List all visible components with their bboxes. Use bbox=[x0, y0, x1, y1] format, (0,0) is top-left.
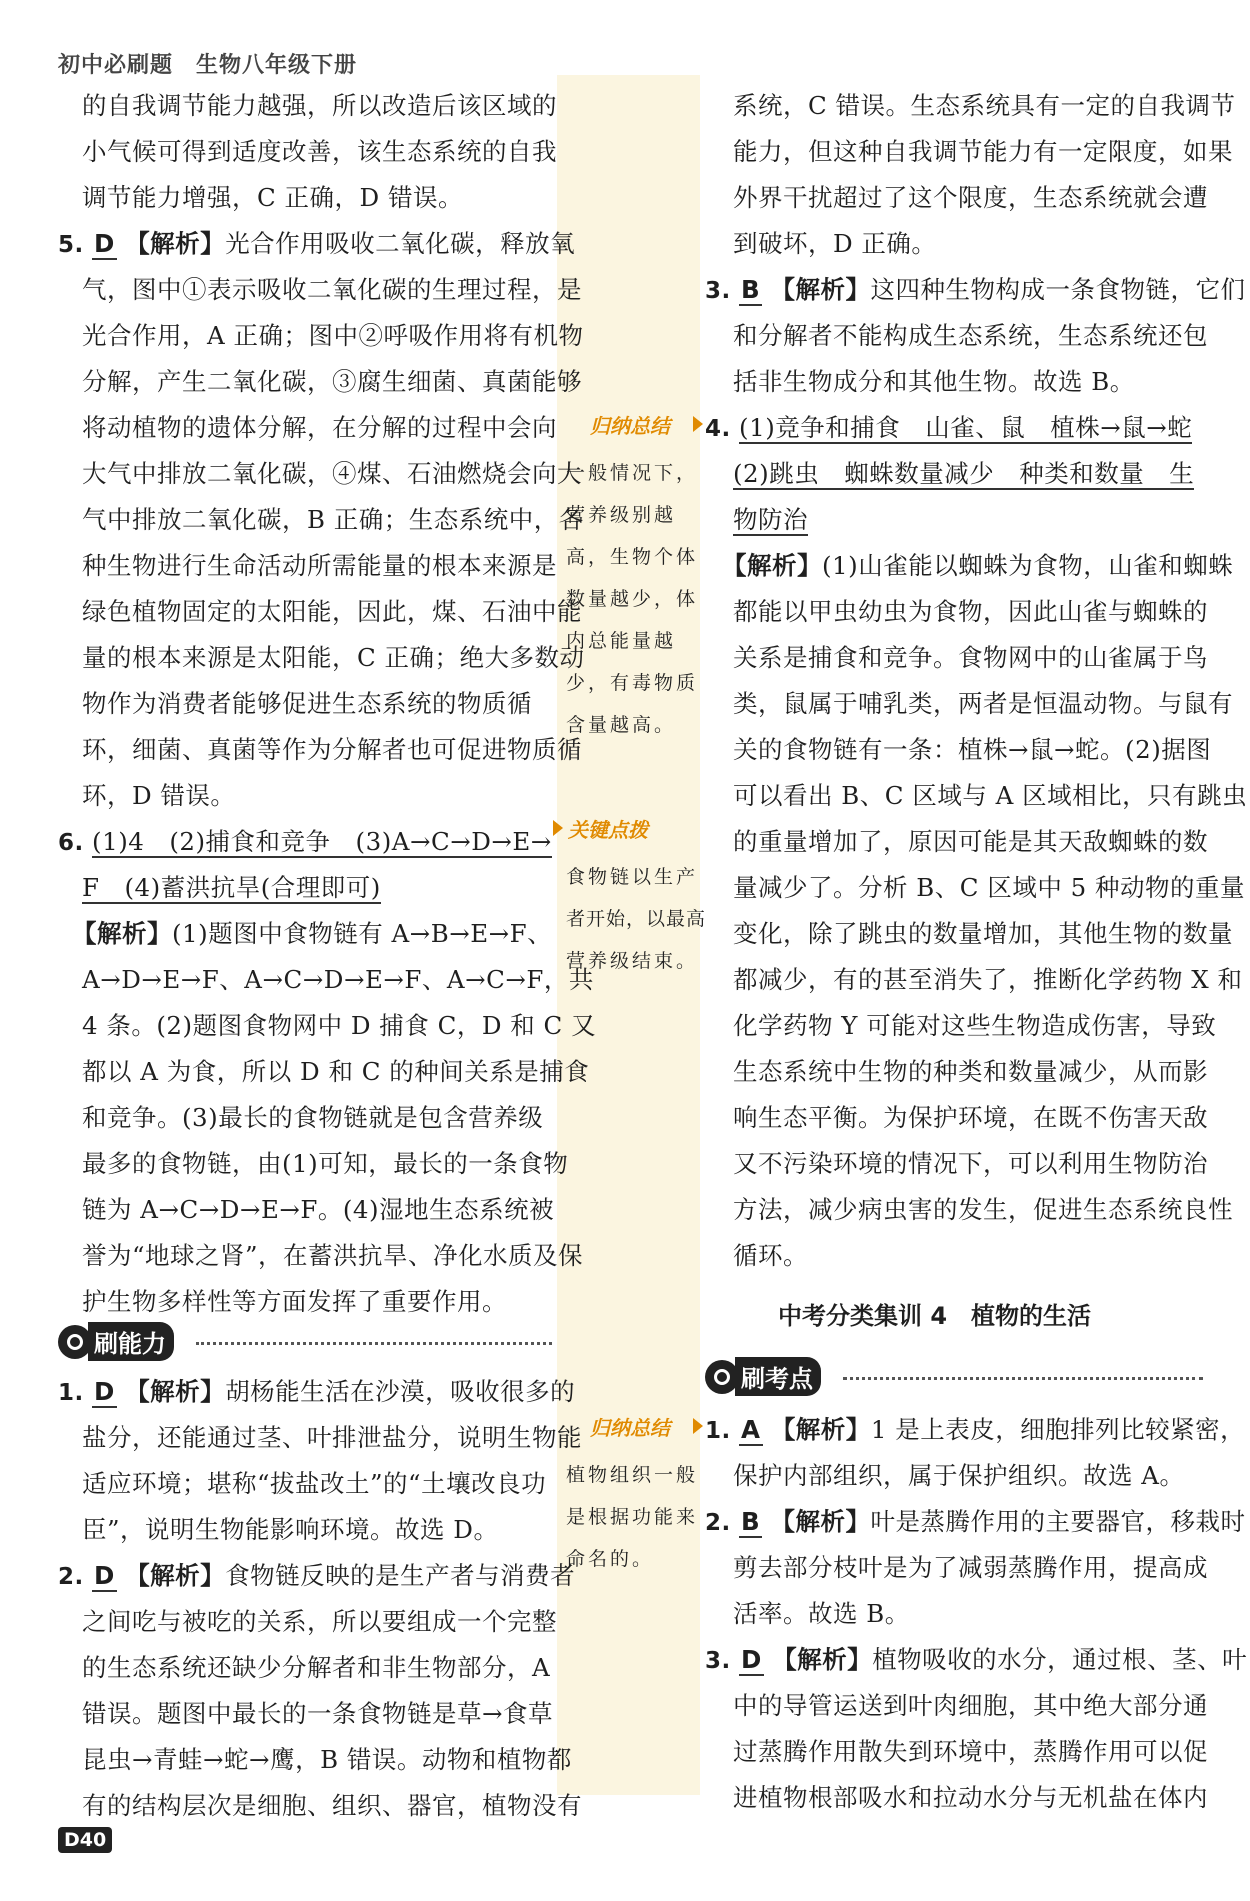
text-line: 食物链反映的是生产者与消费者 bbox=[225, 1561, 576, 1590]
text-line: 小气候可得到适度改善，该生态系统的自我 bbox=[82, 137, 557, 166]
text-line: 种生物进行生命活动所需能量的根本来源是 bbox=[82, 551, 557, 580]
answer-text: F (4)蓄洪抗旱(合理即可) bbox=[82, 873, 381, 902]
text-line: 都以 A 为食，所以 D 和 C 的种间关系是捕食 bbox=[82, 1057, 590, 1086]
text-line: 有的结构层次是细胞、组织、器官，植物没有 bbox=[82, 1791, 582, 1820]
margin-note-line: 高，生物个体 bbox=[566, 546, 699, 568]
text-line: 环，细菌、真菌等作为分解者也可促进物质循 bbox=[82, 735, 582, 764]
text-line: 方法，减少病虫害的发生，促进生态系统良性 bbox=[733, 1195, 1233, 1224]
text-line: 和竞争。(3)最长的食物链就是包含营养级 bbox=[82, 1103, 544, 1132]
text-line: 化学药物 Y 可能对这些生物造成伤害，导致 bbox=[733, 1011, 1217, 1040]
text-line: 的自我调节能力越强，所以改造后该区域的 bbox=[82, 91, 557, 120]
question-6 bbox=[58, 823, 552, 858]
text-line: 外界干扰超过了这个限度，生态系统就会遭 bbox=[733, 183, 1208, 212]
text-line: 调节能力增强，C 正确，D 错误。 bbox=[82, 183, 463, 212]
arrow-icon bbox=[693, 1418, 703, 1434]
text-line: 关系是捕食和竞争。食物网中的山雀属于鸟 bbox=[733, 643, 1208, 672]
question-l1 bbox=[58, 1373, 575, 1408]
text-line: 物作为消费者能够促进生态系统的物质循 bbox=[82, 689, 532, 718]
text-line: 光合作用吸收二氧化碳，释放氧 bbox=[225, 229, 576, 258]
text-line: 进植物根部吸水和拉动水分与无机盐在体内 bbox=[733, 1783, 1208, 1812]
answer-letter: B bbox=[741, 275, 761, 304]
text-line: 可以看出 B、C 区域与 A 区域相比，只有跳虫 bbox=[733, 781, 1248, 810]
text-line: 量减少了。分析 B、C 区域中 5 种动物的重量 bbox=[733, 873, 1245, 902]
text-line: 这四种生物构成一条食物链，它们 bbox=[870, 275, 1246, 304]
margin-note-line: 植物组织一般 bbox=[566, 1464, 699, 1486]
answer-text bbox=[82, 869, 381, 904]
arrow-icon bbox=[553, 820, 563, 836]
analysis-tag: 【解析】 bbox=[125, 1561, 226, 1590]
answer-text: 物防治 bbox=[733, 505, 808, 534]
margin-note-line: 是根据功能来 bbox=[566, 1506, 699, 1528]
text-line: 将动植物的遗体分解，在分解的过程中会向 bbox=[82, 413, 557, 442]
margin-note-line: 内总能量越 bbox=[566, 630, 677, 652]
answer-text: (2)跳虫 蜘蛛数量减少 种类和数量 生 bbox=[733, 459, 1195, 488]
section-label: 刷考点 bbox=[735, 1357, 821, 1396]
text-line: 能力，但这种自我调节能力有一定限度，如果 bbox=[733, 137, 1233, 166]
text-line: 和分解者不能构成生态系统，生态系统还包 bbox=[733, 321, 1208, 350]
margin-note-line: 命名的。 bbox=[566, 1548, 655, 1570]
answer-letter: D bbox=[94, 1561, 115, 1590]
margin-note-line: 少，有毒物质 bbox=[566, 672, 699, 694]
question-number: 4. bbox=[705, 416, 731, 442]
arrow-icon bbox=[693, 416, 703, 432]
text-line: 胡杨能生活在沙漠，吸收很多的 bbox=[225, 1377, 576, 1406]
text-line: A→D→E→F、A→C→D→E→F、A→C→F，共 bbox=[82, 965, 594, 994]
answer-letter: D bbox=[94, 1377, 115, 1406]
text-line: 光合作用，A 正确；图中②呼吸作用将有机物 bbox=[82, 321, 584, 350]
text-line: 链为 A→C→D→E→F。(4)湿地生态系统被 bbox=[82, 1195, 555, 1224]
page-number: D40 bbox=[58, 1827, 112, 1853]
badge-icon bbox=[58, 1325, 92, 1359]
margin-note-title: 关键点拨 bbox=[568, 818, 648, 842]
question-r4 bbox=[705, 409, 1192, 444]
text-line: 保护内部组织，属于保护组织。故选 A。 bbox=[733, 1461, 1185, 1490]
section-label: 刷能力 bbox=[88, 1322, 174, 1361]
margin-note-line: 数量越少，体 bbox=[566, 588, 699, 610]
chapter-title: 中考分类集训 4 植物的生活 bbox=[778, 1302, 1092, 1330]
margin-note-line: 食物链以生产 bbox=[566, 866, 699, 888]
text-line: 类，鼠属于哺乳类，两者是恒温动物。与鼠有 bbox=[733, 689, 1233, 718]
analysis-tag: 【解析】 bbox=[772, 1645, 873, 1674]
margin-note-title: 归纳总结 bbox=[590, 414, 670, 438]
question-r3 bbox=[705, 271, 1246, 306]
question-number: 5. bbox=[58, 232, 84, 258]
text-line: 大气中排放二氧化碳，④煤、石油燃烧会向大 bbox=[82, 459, 582, 488]
text-line bbox=[722, 547, 1233, 582]
badge-icon bbox=[705, 1360, 739, 1394]
text-line: 植物吸收的水分，通过根、茎、叶 bbox=[872, 1645, 1248, 1674]
text-line: 活率。故选 B。 bbox=[733, 1599, 910, 1628]
margin-note-title: 归纳总结 bbox=[590, 1416, 670, 1440]
question-number: 2. bbox=[58, 1564, 84, 1590]
margin-note-line: 含量越高。 bbox=[566, 714, 677, 736]
margin-note-line: 一般情况下， bbox=[566, 462, 699, 484]
text-line: 到破坏，D 正确。 bbox=[733, 229, 937, 258]
text-line: 响生态平衡。为保护环境，在既不伤害天敌 bbox=[733, 1103, 1208, 1132]
text-line: 的生态系统还缺少分解者和非生物部分，A bbox=[82, 1653, 551, 1682]
text-line: 生态系统中生物的种类和数量减少，从而影 bbox=[733, 1057, 1208, 1086]
text-line: 绿色植物固定的太阳能，因此，煤、石油中能 bbox=[82, 597, 582, 626]
text-line: 的重量增加了，原因可能是其天敌蜘蛛的数 bbox=[733, 827, 1208, 856]
dotted-divider bbox=[843, 1377, 1203, 1380]
answer-text bbox=[733, 455, 1194, 490]
question-k3 bbox=[705, 1641, 1247, 1676]
text-line: 错误。题图中最长的一条食物链是草→食草 bbox=[82, 1699, 554, 1728]
answer-letter: D bbox=[741, 1645, 762, 1674]
question-number: 6. bbox=[58, 830, 84, 856]
text-line: 誉为“地球之肾”，在蓄洪抗旱、净化水质及保 bbox=[82, 1241, 584, 1270]
text-line: 1 是上表皮，细胞排列比较紧密， bbox=[870, 1415, 1246, 1444]
text-line: 之间吃与被吃的关系，所以要组成一个完整 bbox=[82, 1607, 557, 1636]
question-k2 bbox=[705, 1503, 1246, 1538]
question-5 bbox=[58, 225, 575, 260]
text-line: 分解，产生二氧化碳，③腐生细菌、真菌能够 bbox=[82, 367, 582, 396]
page-header: 初中必刷题 生物八年级下册 bbox=[58, 53, 358, 78]
text-line: 都能以甲虫幼虫为食物，因此山雀与蜘蛛的 bbox=[733, 597, 1208, 626]
text-line: 中的导管运送到叶肉细胞，其中绝大部分通 bbox=[733, 1691, 1208, 1720]
text-line: 气中排放二氧化碳，B 正确；生态系统中，各 bbox=[82, 505, 584, 534]
analysis-tag: 【解析】 bbox=[770, 1415, 871, 1444]
text-line: 都减少，有的甚至消失了，推断化学药物 X 和 bbox=[733, 965, 1243, 994]
text-line: 气，图中①表示吸收二氧化碳的生理过程，是 bbox=[82, 275, 582, 304]
question-l2 bbox=[58, 1557, 575, 1592]
text-line: 环，D 错误。 bbox=[82, 781, 236, 810]
text-line: (1)题图中食物链有 A→B→E→F、 bbox=[172, 919, 553, 948]
text-line: 护生物多样性等方面发挥了重要作用。 bbox=[82, 1287, 507, 1316]
question-number: 2. bbox=[705, 1510, 731, 1536]
text-line: 括非生物成分和其他生物。故选 B。 bbox=[733, 367, 1135, 396]
question-k1 bbox=[705, 1411, 1245, 1446]
text-line: 循环。 bbox=[733, 1241, 808, 1270]
question-number: 1. bbox=[705, 1418, 731, 1444]
analysis-tag: 【解析】 bbox=[125, 1377, 226, 1406]
text-line: 过蒸腾作用散失到环境中，蒸腾作用可以促 bbox=[733, 1737, 1208, 1766]
text-line: 系统，C 错误。生态系统具有一定的自我调节 bbox=[733, 91, 1236, 120]
text-line: 昆虫→青蛙→蛇→鹰，B 错误。动物和植物都 bbox=[82, 1745, 572, 1774]
text-line: 量的根本来源是太阳能，C 正确；绝大多数动 bbox=[82, 643, 585, 672]
answer-text bbox=[733, 501, 808, 536]
text-line: 剪去部分枝叶是为了减弱蒸腾作用，提高成 bbox=[733, 1553, 1208, 1582]
text-line: 又不污染环境的情况下，可以利用生物防治 bbox=[733, 1149, 1208, 1178]
text-line: (1)山雀能以蜘蛛为食物，山雀和蜘蛛 bbox=[822, 551, 1234, 580]
answer-letter: B bbox=[741, 1507, 761, 1536]
analysis-tag: 【解析】 bbox=[722, 551, 822, 580]
section-badge-ability bbox=[58, 1322, 174, 1361]
text-line: 4 条。(2)题图食物网中 D 捕食 C，D 和 C 又 bbox=[82, 1011, 597, 1040]
answer-letter: D bbox=[94, 229, 115, 258]
dotted-divider bbox=[196, 1342, 552, 1345]
analysis-tag: 【解析】 bbox=[72, 919, 172, 948]
text-line: 盐分，还能通过茎、叶排泄盐分，说明生物能 bbox=[82, 1423, 582, 1452]
answer-letter: A bbox=[741, 1415, 761, 1444]
text-line: 适应环境；堪称“拔盐改土”的“土壤改良功 bbox=[82, 1469, 547, 1498]
answer-text: (1)4 (2)捕食和竞争 (3)A→C→D→E→ bbox=[92, 827, 552, 856]
text-line bbox=[72, 915, 552, 950]
analysis-tag: 【解析】 bbox=[770, 275, 871, 304]
question-number: 3. bbox=[705, 1648, 731, 1674]
text-line: 臣”，说明生物能影响环境。故选 D。 bbox=[82, 1515, 499, 1544]
margin-note-line: 营养级结束。 bbox=[566, 950, 699, 972]
text-line: 变化，除了跳虫的数量增加，其他生物的数量 bbox=[733, 919, 1233, 948]
question-number: 1. bbox=[58, 1380, 84, 1406]
text-line: 叶是蒸腾作用的主要器官，移栽时 bbox=[870, 1507, 1246, 1536]
analysis-tag: 【解析】 bbox=[125, 229, 226, 258]
text-line: 最多的食物链，由(1)可知，最长的一条食物 bbox=[82, 1149, 569, 1178]
margin-note-line: 者开始，以最高 bbox=[566, 908, 707, 930]
analysis-tag: 【解析】 bbox=[770, 1507, 871, 1536]
section-badge-exam-points bbox=[705, 1357, 821, 1396]
question-number: 3. bbox=[705, 278, 731, 304]
answer-text: (1)竞争和捕食 山雀、鼠 植株→鼠→蛇 bbox=[739, 413, 1193, 442]
margin-note-line: 营养级别越 bbox=[566, 504, 677, 526]
text-line: 关的食物链有一条：植株→鼠→蛇。(2)据图 bbox=[733, 735, 1212, 764]
